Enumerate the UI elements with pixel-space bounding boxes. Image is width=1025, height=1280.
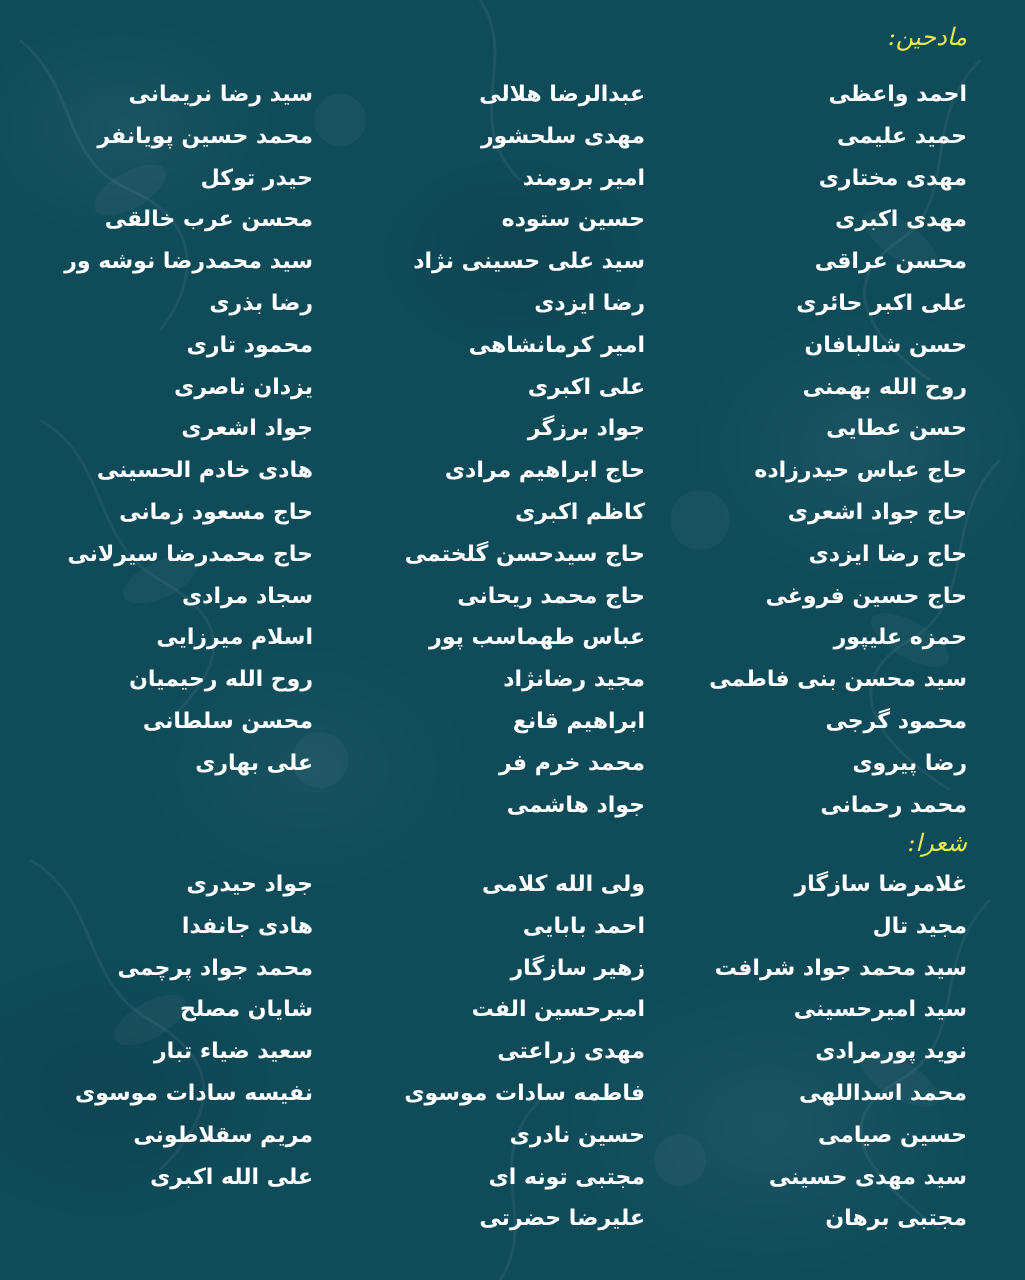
name-entry: احمد واعظی bbox=[828, 82, 967, 107]
name-entry: محسن عرب خالقی bbox=[104, 207, 313, 233]
name-entry: مریم سقلاطونی bbox=[133, 1122, 313, 1148]
name-entry: جواد هاشمی bbox=[506, 792, 645, 818]
name-entry: حاج مسعود زمانی bbox=[119, 499, 313, 525]
name-entry: هادی خادم الحسینی bbox=[96, 458, 313, 484]
name-entry: رضا بذری bbox=[209, 290, 313, 316]
name-entry: حسین ستوده bbox=[501, 207, 645, 233]
name-entry: مهدی سلحشور bbox=[481, 123, 645, 149]
name-entry: حاج محمد ریحانی bbox=[457, 583, 645, 609]
name-entry: هادی جانفدا bbox=[181, 913, 313, 939]
name-entry: امیر برومند bbox=[522, 165, 645, 191]
name-entry: حاج عباس حیدرزاده bbox=[754, 458, 967, 484]
maddahan-column-middle bbox=[355, 74, 645, 826]
name-entry: حمید علیمی bbox=[837, 123, 967, 149]
name-entry: علی الله اکبری bbox=[150, 1164, 313, 1190]
name-entry: شایان مصلح bbox=[180, 997, 313, 1023]
name-entry: حاج رضا ایزدی bbox=[808, 541, 967, 567]
name-entry: جواد برزگر bbox=[527, 416, 645, 442]
name-entry: سجاد مرادی bbox=[181, 583, 313, 609]
name-entry: مهدی زراعتی bbox=[497, 1039, 645, 1065]
name-entry: یزدان ناصری bbox=[174, 374, 313, 400]
section-heading-shoara: شعرا: bbox=[907, 829, 967, 857]
name-entry: امیرحسین الفت bbox=[471, 997, 645, 1023]
maddahan-column-left bbox=[23, 74, 313, 785]
name-entry: محمد حسین پویانفر bbox=[97, 123, 313, 149]
name-entry: عباس طهماسب پور bbox=[429, 625, 645, 651]
name-entry: حاج سیدحسن گلختمی bbox=[404, 541, 645, 567]
section-heading-maddahan: مادحین: bbox=[887, 23, 967, 51]
name-entry: علی بهاری bbox=[195, 750, 313, 776]
name-entry: جواد حیدری bbox=[186, 872, 313, 897]
maddahan-column-right bbox=[677, 74, 967, 826]
name-entry: محمد خرم فر bbox=[498, 750, 645, 776]
name-entry: ابراهیم قانع bbox=[512, 708, 645, 734]
name-entry: علیرضا حضرتی bbox=[479, 1206, 645, 1232]
name-entry: حاج ابراهیم مرادی bbox=[444, 458, 645, 484]
name-entry: سید محمدرضا نوشه ور bbox=[64, 249, 313, 275]
name-entry: مجید رضانژاد bbox=[503, 667, 645, 693]
name-entry: مجتبی تونه ای bbox=[488, 1164, 645, 1190]
name-entry: احمد بابایی bbox=[522, 913, 645, 939]
name-entry: غلامرضا سازگار bbox=[794, 872, 967, 897]
name-entry: مهدی مختاری bbox=[818, 165, 967, 191]
name-entry: فاطمه سادات موسوی bbox=[404, 1080, 645, 1106]
name-entry: زهیر سازگار bbox=[510, 955, 645, 981]
name-entry: حمزه علیپور bbox=[833, 625, 967, 651]
name-entry: محمود تاری bbox=[186, 332, 313, 358]
name-entry: حسن عطایی bbox=[826, 416, 967, 442]
name-entry: محمد رحمانی bbox=[820, 792, 967, 818]
name-entry: سعید ضیاء تبار bbox=[154, 1039, 313, 1065]
name-entry: حسین نادری bbox=[509, 1122, 645, 1148]
name-entry: روح الله بهمنی bbox=[802, 374, 967, 400]
name-entry: سید علی حسینی نژاد bbox=[413, 249, 645, 275]
name-entry: نوید پورمرادی bbox=[815, 1039, 967, 1065]
name-entry: مجید تال bbox=[872, 913, 967, 939]
name-entry: حسن شالبافان bbox=[804, 332, 967, 358]
name-entry: محسن عراقی bbox=[814, 249, 967, 275]
name-entry: نفیسه سادات موسوی bbox=[75, 1080, 313, 1106]
name-entry: رضا پیروی bbox=[852, 750, 967, 776]
name-entry: جواد اشعری bbox=[181, 416, 313, 442]
name-entry: سید امیرحسینی bbox=[793, 997, 967, 1023]
name-entry: سید مهدی حسینی bbox=[768, 1164, 967, 1190]
name-entry: علی اکبری bbox=[527, 374, 645, 400]
name-entry: محمد جواد پرچمی bbox=[117, 955, 313, 981]
name-entry: سید محمد جواد شرافت bbox=[714, 955, 967, 981]
name-entry: سید رضا نریمانی bbox=[128, 82, 313, 107]
name-entry: مجتبی برهان bbox=[825, 1206, 967, 1232]
name-entry: اسلام میرزایی bbox=[156, 625, 313, 651]
name-entry: ولی الله کلامی bbox=[481, 872, 645, 897]
name-entry: سید محسن بنی فاطمی bbox=[709, 667, 967, 693]
name-entry: محمد اسداللهی bbox=[798, 1080, 967, 1106]
name-entry: حسین صیامی bbox=[817, 1122, 967, 1148]
name-entry: عبدالرضا هلالی bbox=[479, 82, 645, 107]
shoara-column-middle bbox=[355, 864, 645, 1240]
shoara-column-left bbox=[23, 864, 313, 1198]
name-entry: امیر کرمانشاهی bbox=[468, 332, 645, 358]
name-entry: حاج حسین فروغی bbox=[765, 583, 967, 609]
name-entry: علی اکبر حائری bbox=[796, 290, 967, 316]
name-entry: محمود گرجی bbox=[825, 708, 967, 734]
name-entry: رضا ایزدی bbox=[534, 290, 645, 316]
name-entry: کاظم اکبری bbox=[515, 499, 645, 525]
shoara-column-right bbox=[677, 864, 967, 1240]
name-entry: حاج جواد اشعری bbox=[787, 499, 967, 525]
name-entry: مهدی اکبری bbox=[835, 207, 967, 233]
name-entry: حیدر توکل bbox=[200, 165, 313, 191]
name-entry: حاج محمدرضا سیرلانی bbox=[67, 541, 313, 567]
name-entry: محسن سلطانی bbox=[142, 708, 313, 734]
name-entry: روح الله رحیمیان bbox=[129, 667, 313, 693]
